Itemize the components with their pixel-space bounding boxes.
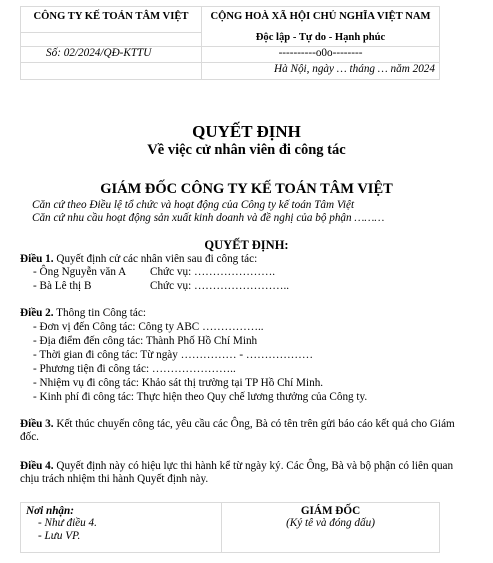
person-role: Chức vụ: …………………….. (150, 280, 290, 292)
header-spacer (21, 33, 202, 47)
legal-basis-1: Căn cứ theo Điều lệ tổ chức và hoạt động của Công ty kế toán Tâm Việt (32, 199, 355, 211)
article-1 (20, 253, 257, 265)
place-date: Hà Nội, ngày … tháng … năm 2024 (202, 63, 440, 80)
article-3-text: Kết thúc chuyến công tác, yêu cầu các Ông, Bà có tên trên gửi báo cáo kết quả cho Giám đốc. (20, 418, 455, 443)
article-2 (20, 307, 146, 319)
document-number: Số: 02/2024/QĐ-KTTU (21, 47, 202, 63)
header-decoration: ----------o0o-------- (202, 47, 440, 63)
signer-cell (222, 503, 440, 553)
national-header (202, 7, 440, 47)
recipient-item: - Lưu VP. (38, 530, 81, 542)
signer-title: GIÁM ĐỐC (300, 505, 361, 517)
article-2-item: - Địa điểm đến công tác: Thành Phố Hồ Chí Minh (33, 335, 258, 347)
signer-note: (Ký tê và đóng dấu) (286, 517, 375, 529)
article-2-text: Thông tin Công tác: (53, 307, 146, 319)
national-motto: Độc lập - Tự do - Hạnh phúc (255, 32, 386, 43)
article-2-item: - Nhiệm vụ đi công tác: Khảo sát thị trường tại TP Hồ Chí Minh. (33, 377, 324, 389)
legal-basis-2: Căn cứ nhu cầu hoạt động sản xuất kinh doanh và đề nghị của bộ phận ……… (32, 212, 385, 224)
nation-name: CỘNG HOÀ XÃ HỘI CHỦ NGHĨA VIỆT NAM (210, 11, 431, 22)
article-3 (20, 418, 465, 444)
article-3-label: Điều 3. (20, 418, 54, 430)
article-1-label: Điều 1. (20, 253, 54, 265)
article-2-label: Điều 2. (20, 307, 54, 319)
article-4 (20, 460, 465, 486)
article-2-item: - Thời gian đi công tác: Từ ngày …………… - ……………… (33, 349, 314, 361)
document-subtitle: Về việc cử nhân viên đi công tác (147, 142, 346, 158)
article-1-person-2 (33, 280, 289, 292)
person-name: - Ông Nguyễn văn A (33, 266, 127, 278)
article-1-text: Quyết định cử các nhân viên sau đi công tác: (53, 253, 258, 265)
document-header (20, 6, 440, 80)
director-heading: GIÁM ĐỐC CÔNG TY KẾ TOÁN TÂM VIỆT (100, 181, 393, 197)
header-empty-cell (21, 63, 202, 80)
decision-heading: QUYẾT ĐỊNH: (204, 238, 289, 252)
article-4-label: Điều 4. (20, 460, 54, 472)
article-1-person-1 (33, 266, 275, 278)
article-4-text: Quyết định này có hiệu lực thi hành kể từ ngày ký. Các Ông, Bà và bộ phận có liên quan chịu trách nhiệm thi hành Quyết định này. (20, 460, 454, 485)
company-name: CÔNG TY KẾ TOÁN TÂM VIỆT (21, 7, 202, 33)
recipients-title: Nơi nhận: (26, 505, 74, 517)
article-2-item: - Đơn vị đến Công tác: Công ty ABC …………….. (33, 321, 264, 333)
signature-table (20, 502, 440, 553)
recipient-item: - Như điều 4. (38, 517, 97, 529)
document-title: QUYẾT ĐỊNH (192, 122, 301, 141)
article-2-item: - Phương tiện đi công tác: ………………….. (33, 363, 236, 375)
person-role: Chức vụ: …………………. (150, 266, 276, 278)
article-2-item: - Kinh phí đi công tác: Thực hiện theo Quy chế lương thưởng của Công ty. (33, 391, 368, 403)
recipients-cell (21, 503, 222, 553)
person-name: - Bà Lê thị B (33, 280, 92, 292)
